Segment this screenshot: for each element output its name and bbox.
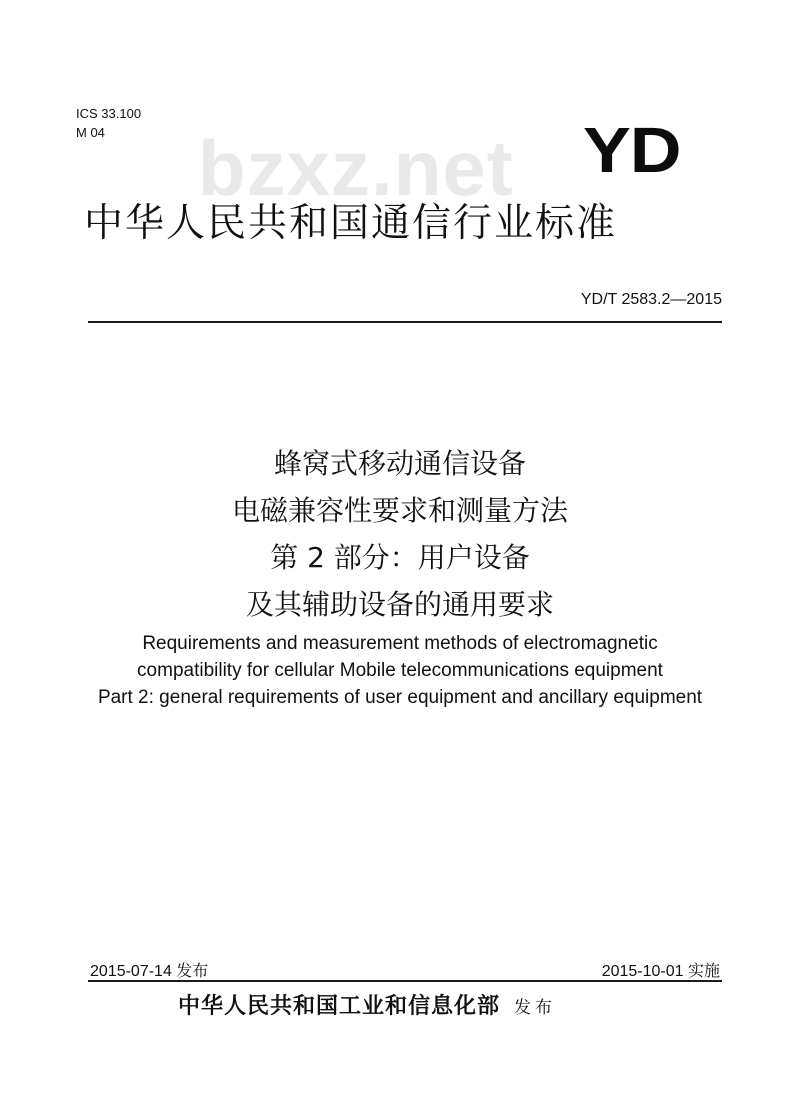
- english-title-line: Part 2: general requirements of user equipment and ancillary equipment: [97, 687, 703, 708]
- publisher-line: [178, 990, 556, 1024]
- english-title-line: compatibility for cellular Mobile telecommunications equipment: [137, 660, 663, 681]
- standard-category-title: 中华人民共和国通信行业标准: [84, 201, 618, 246]
- english-title: [0, 630, 800, 711]
- implementation-date: 2015-10-01 实施: [601, 963, 720, 980]
- top-divider: [88, 321, 722, 323]
- standard-number: YD/T 2583.2—2015: [580, 291, 722, 308]
- chinese-title-line: 第 2 部分：用户设备: [270, 541, 530, 574]
- ics-code: ICS 33.100: [76, 106, 142, 121]
- yd-logo: YD: [583, 114, 681, 186]
- chinese-title: [0, 440, 800, 628]
- bottom-divider: [88, 980, 722, 982]
- english-title-line: Requirements and measurement methods of electromagnetic: [142, 633, 658, 654]
- chinese-title-line: 电磁兼容性要求和测量方法: [231, 494, 568, 527]
- ccs-code: M 04: [76, 125, 105, 140]
- chinese-title-line: 蜂窝式移动通信设备: [273, 447, 526, 480]
- chinese-title-line: 及其辅助设备的通用要求: [245, 588, 554, 621]
- classification-codes: [76, 104, 141, 142]
- issue-date: 2015-07-14 发布: [90, 963, 209, 980]
- publisher-name: 中华人民共和国工业和信息化部: [178, 993, 501, 1019]
- publisher-suffix: 发布: [514, 998, 557, 1018]
- watermark: bzxz.net: [198, 124, 514, 212]
